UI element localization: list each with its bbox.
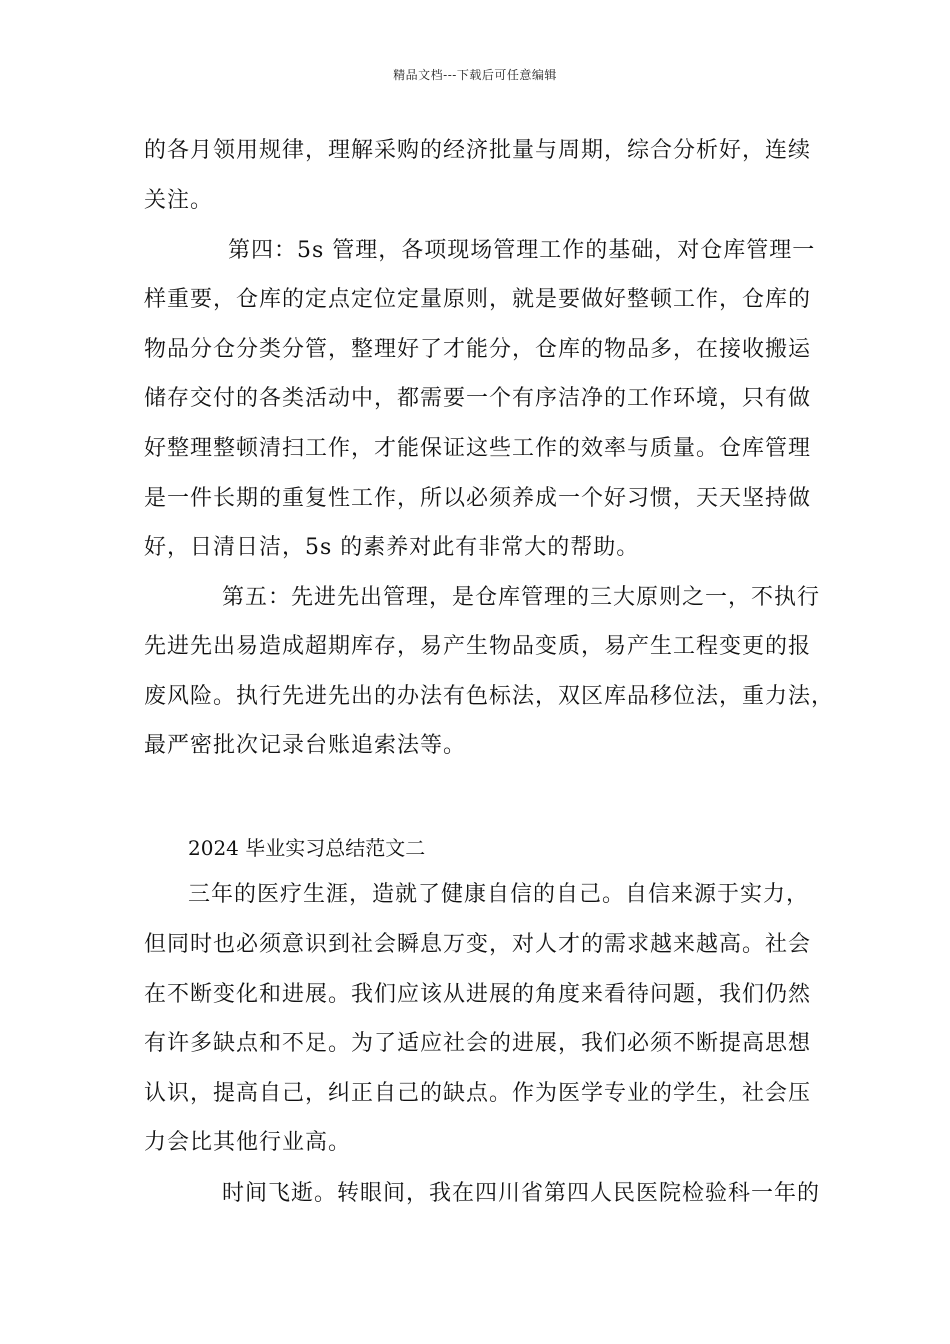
paragraph-line: 是一件长期的重复性工作，所以必须养成一个好习惯，天天坚持做 bbox=[144, 486, 812, 511]
paragraph-line: 的各月领用规律，理解采购的经济批量与周期，综合分析好，连续 bbox=[144, 138, 812, 163]
paragraph-line: 好整理整顿清扫工作，才能保证这些工作的效率与质量。仓库管理 bbox=[144, 436, 812, 461]
paragraph-line: 第五：先进先出管理，是仓库管理的三大原则之一，不执行 bbox=[222, 585, 821, 610]
paragraph-line: 有许多缺点和不足。为了适应社会的进展，我们必须不断提高思想 bbox=[144, 1031, 812, 1056]
paragraph-line: 认识，提高自己，纠正自己的缺点。作为医学专业的学生，社会压 bbox=[144, 1081, 812, 1106]
paragraph-line: 第四：5s 管理，各项现场管理工作的基础，对仓库管理一 bbox=[228, 238, 816, 263]
paragraph-line: 废风险。执行先进先出的办法有色标法，双区库品移位法，重力法， bbox=[144, 684, 835, 709]
paragraph-line: 力会比其他行业高。 bbox=[144, 1130, 352, 1155]
paragraph-line: 物品分仓分类分管，整理好了才能分，仓库的物品多，在接收搬运 bbox=[144, 337, 812, 362]
page-header: 精品文档---下载后可任意编辑 bbox=[393, 68, 557, 82]
paragraph-line: 先进先出易造成超期库存，易产生物品变质，易产生工程变更的报 bbox=[144, 634, 812, 659]
paragraph-line: 好，日清日洁，5s 的素养对此有非常大的帮助。 bbox=[144, 535, 640, 560]
paragraph-line: 最严密批次记录台账追索法等。 bbox=[144, 733, 467, 758]
paragraph-line: 在不断变化和进展。我们应该从进展的角度来看待问题，我们仍然 bbox=[144, 982, 812, 1007]
paragraph-line: 储存交付的各类活动中，都需要一个有序洁净的工作环境，只有做 bbox=[144, 386, 812, 411]
paragraph-line: 但同时也必须意识到社会瞬息万变，对人才的需求越来越高。社会 bbox=[144, 932, 812, 957]
paragraph-line: 时间飞逝。转眼间，我在四川省第四人民医院检验科一年的 bbox=[222, 1181, 821, 1206]
paragraph-line: 样重要，仓库的定点定位定量原则，就是要做好整顿工作，仓库的 bbox=[144, 287, 812, 312]
paragraph-line: 关注。 bbox=[144, 188, 214, 213]
section-title: 2024 毕业实习总结范文二 bbox=[188, 836, 426, 860]
paragraph-line: 三年的医疗生涯，造就了健康自信的自己。自信来源于实力， bbox=[188, 882, 810, 907]
